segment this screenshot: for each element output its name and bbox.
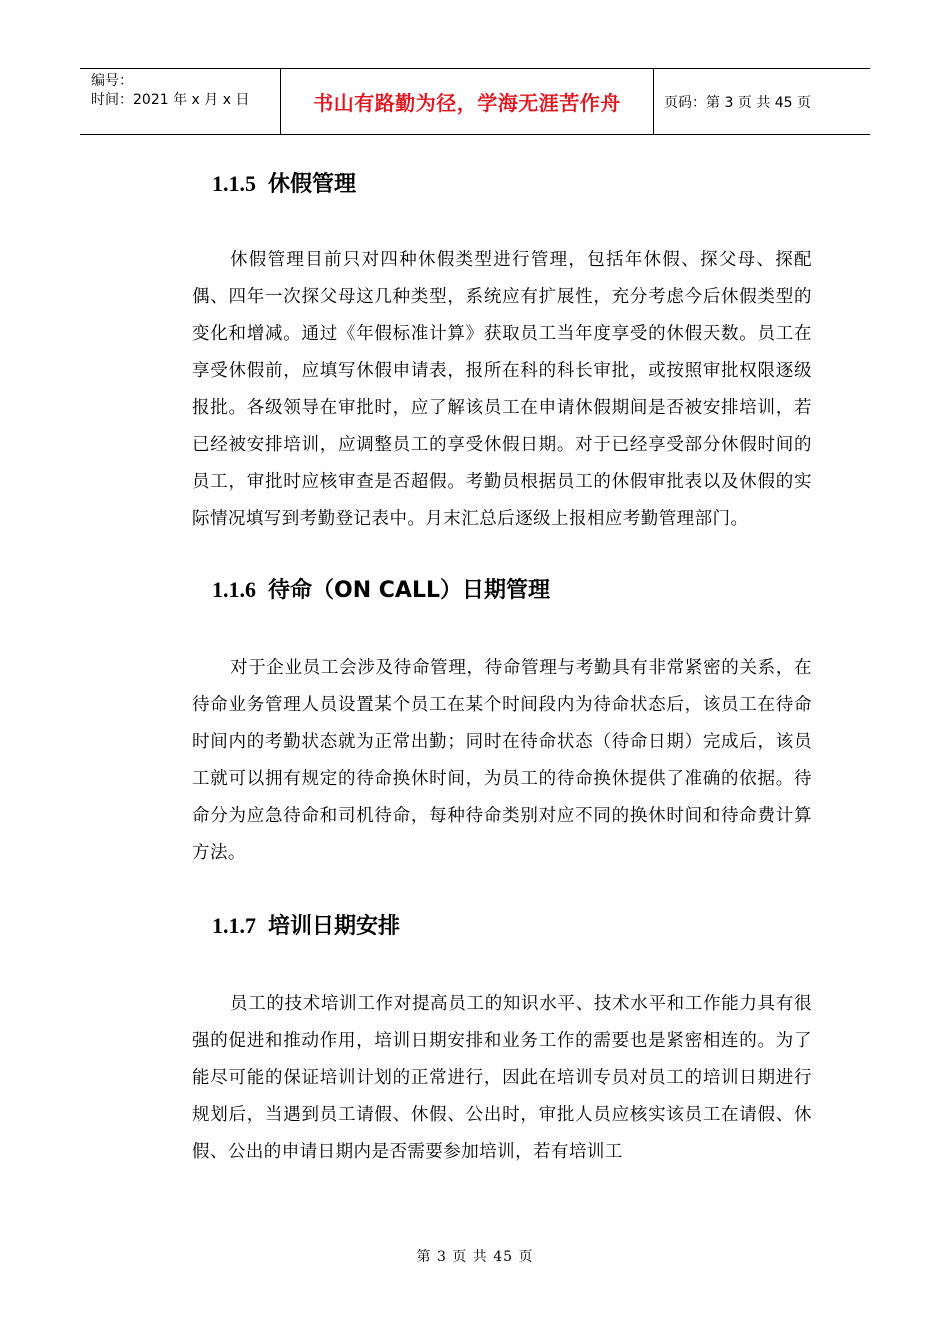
section-title: 待命（ON CALL）日期管理 [268, 578, 550, 603]
header-motto: 书山有路勤为径，学海无涯苦作舟 [281, 69, 654, 134]
document-number-label: 编号： [91, 73, 133, 89]
section-training-schedule [192, 900, 812, 1171]
section-paragraph: 对于企业员工会涉及待命管理，待命管理与考勤具有非常紧密的关系，在待命业务管理人员设置某个员工在某个时间段内为待命状态后，该员工在待命时间内的考勤状态就为正常出勤；同时在待命状态（待命日期）完成后，该员工就可以拥有规定的待命换休时间，为员工的待命换休提供了准确的依据。待命分为应急待命和司机待命，每种待命类别对应不同的换休时间和待命费计算方法。 [192, 658, 812, 863]
page-header [80, 68, 870, 135]
section-title: 培训日期安排 [268, 914, 401, 939]
section-on-call-management [192, 564, 812, 872]
header-meta [80, 69, 281, 134]
section-leave-management [192, 158, 812, 538]
section-paragraph: 休假管理目前只对四种休假类型进行管理，包括年休假、探父母、探配偶、四年一次探父母这几种类型，系统应有扩展性，充分考虑今后休假类型的变化和增减。通过《年假标准计算》获取员工当年度享受的休假天数。员工在享受休假前，应填写休假申请表，报所在科的科长审批，或按照审批权限逐级报批。各级领导在审批时，应了解该员工在申请休假期间是否被安排培训，若已经被安排培训，应调整员工的享受休假日期。对于已经享受部分休假时间的员工，审批时应核审查是否超假。考勤员根据员工的休假审批表以及休假的实际情况填写到考勤登记表中。月末汇总后逐级上报相应考勤管理部门。 [192, 250, 812, 529]
section-title: 休假管理 [268, 172, 357, 197]
section-paragraph: 员工的技术培训工作对提高员工的知识水平、技术水平和工作能力具有很强的促进和推动作用，培训日期安排和业务工作的需要也是紧密相连的。为了能尽可能的保证培训计划的正常进行，因此在培训专员对员工的培训日期进行规划后，当遇到员工请假、休假、公出时，审批人员应核实该员工在请假、休假、公出的申请日期内是否需要参加培训，若有培训工 [192, 994, 812, 1162]
section-number: 1.1.6 [212, 577, 256, 602]
document-body [192, 158, 812, 1171]
section-number: 1.1.7 [212, 913, 256, 938]
document-date: 时间：2021 年 x 月 x 日 [91, 92, 250, 108]
page-footer: 第 3 页 共 45 页 [416, 1249, 534, 1265]
section-heading [212, 158, 812, 210]
header-page-info: 页码：第 3 页 共 45 页 [664, 94, 811, 111]
section-number: 1.1.5 [212, 171, 256, 196]
section-heading [212, 900, 812, 952]
section-heading [212, 564, 812, 616]
